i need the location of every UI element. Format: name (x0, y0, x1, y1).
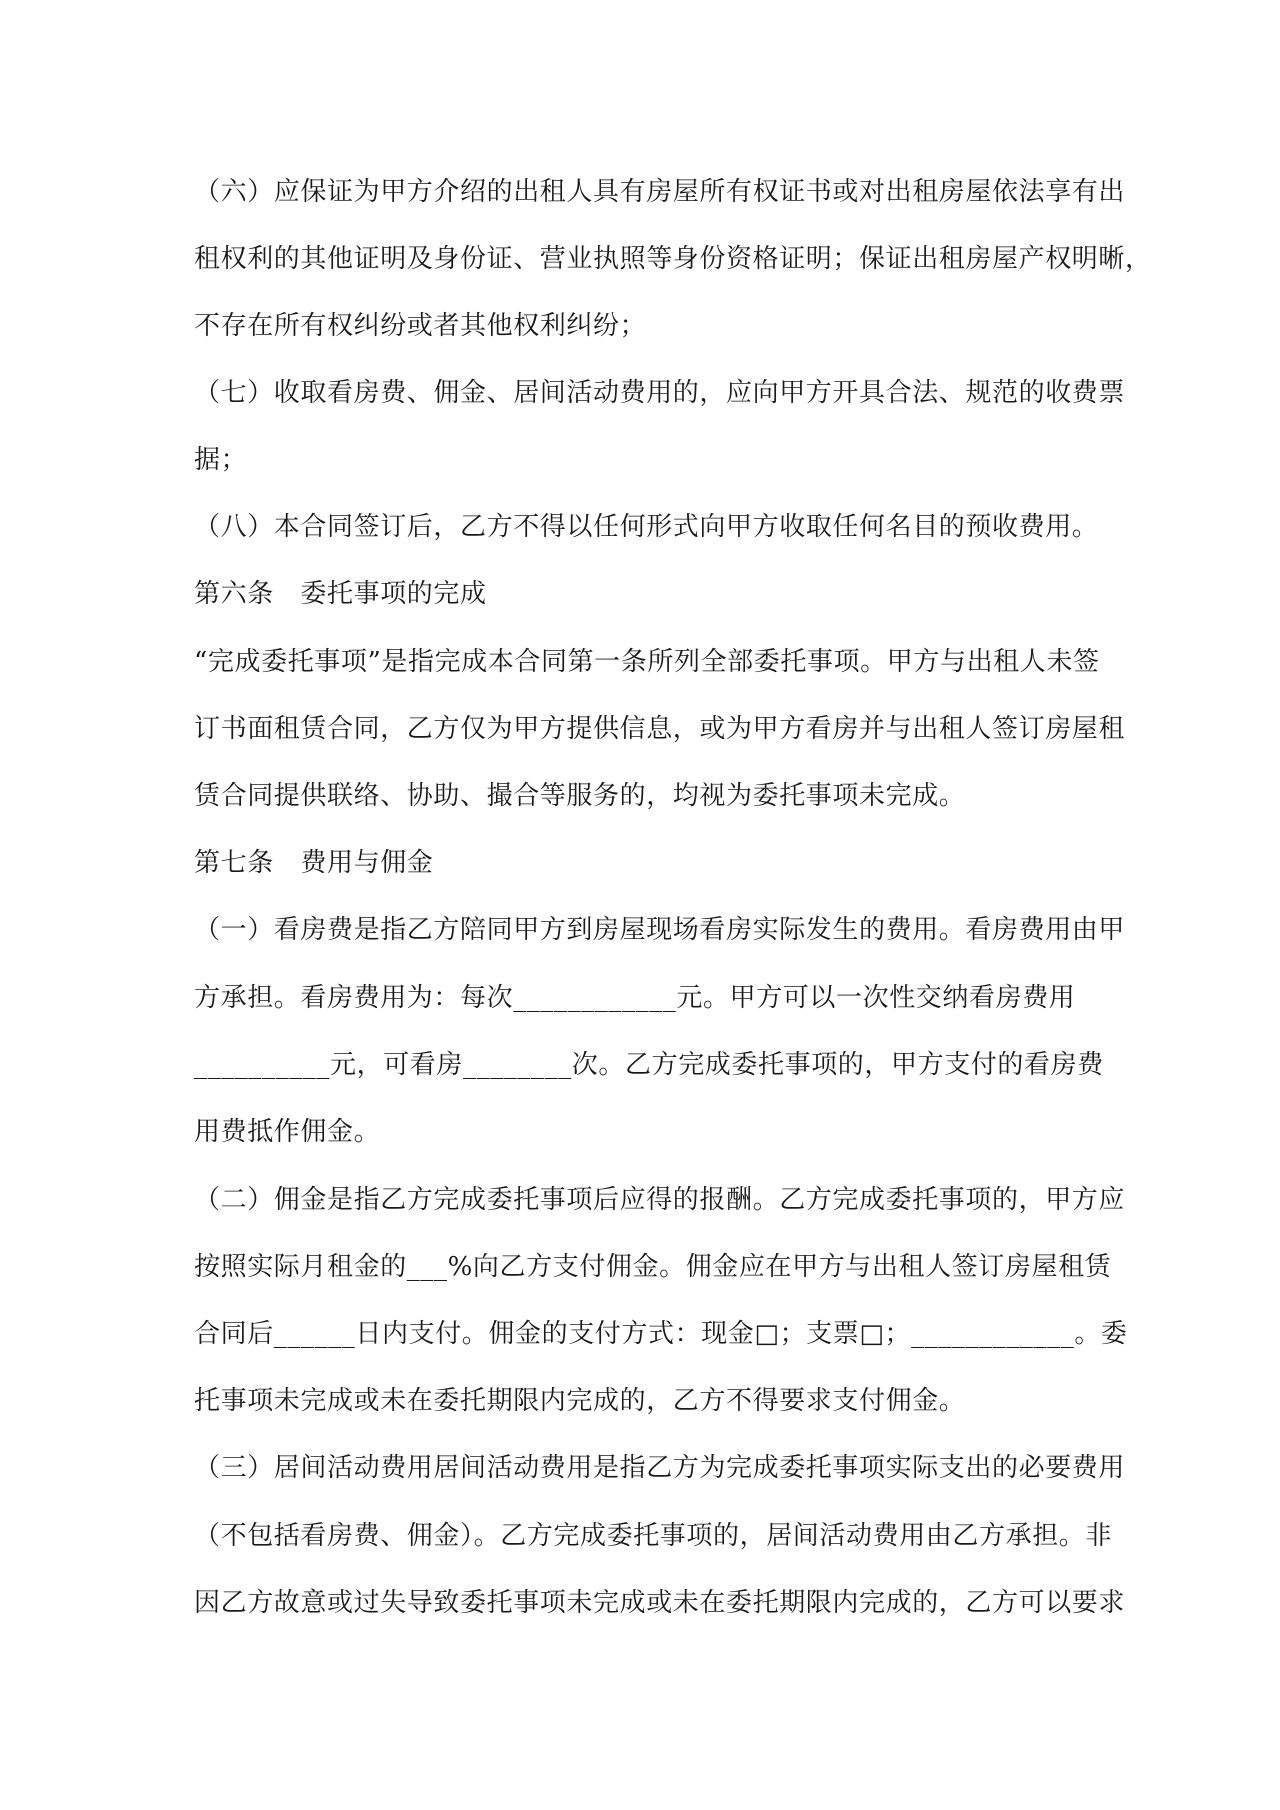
text-line: （六）应保证为甲方介绍的出租人具有房屋所有权证书或对出租房屋依法享有出 (194, 177, 1126, 207)
text-line: （二）佣金是指乙方完成委托事项后应得的报酬。乙方完成委托事项的，甲方应 (194, 1185, 1126, 1215)
text-line: __________元，可看房________次。乙方完成委托事项的，甲方支付的看房费 (194, 1050, 1104, 1080)
text-line: （不包括看房费、佣金）。乙方完成委托事项的，居间活动费用由乙方承担。非 (194, 1521, 1113, 1551)
article-heading: 第七条 费用与佣金 (194, 848, 434, 878)
text-line: 赁合同提供联络、协助、撮合等服务的，均视为委托事项未完成。 (194, 781, 966, 811)
text-line: 不存在所有权纠纷或者其他权利纠纷； (194, 311, 647, 341)
text-line: 订书面租赁合同，乙方仅为甲方提供信息，或为甲方看房并与出租人签订房屋租 (194, 714, 1126, 744)
text-line: 据； (194, 445, 248, 475)
text-line: 合同后______日内支付。佣金的支付方式：现金□；支票□；____________。委 (194, 1319, 1128, 1349)
text-line: 租权利的其他证明及身份证、营业执照等身份资格证明；保证出租房屋产权明晰， (194, 244, 1152, 274)
text-line: （一）看房费是指乙方陪同甲方到房屋现场看房实际发生的费用。看房费用由甲 (194, 915, 1126, 945)
text-line: “完成委托事项”是指完成本合同第一条所列全部委托事项。甲方与出租人未签 (194, 647, 1100, 677)
text-line: 用费抵作佣金。 (194, 1117, 381, 1147)
text-line: 托事项未完成或未在委托期限内完成的，乙方不得要求支付佣金。 (194, 1386, 966, 1416)
text-line: （三）居间活动费用居间活动费用是指乙方为完成委托事项实际支出的必要费用 (194, 1453, 1126, 1483)
text-line: 方承担。看房费用为：每次____________元。甲方可以一次性交纳看房费用 (194, 983, 1076, 1013)
text-line: （七）收取看房费、佣金、居间活动费用的，应向甲方开具合法、规范的收费票 (194, 378, 1126, 408)
text-line: 因乙方故意或过失导致委托事项未完成或未在委托期限内完成的，乙方可以要求 (194, 1588, 1126, 1618)
text-line: 按照实际月租金的___%向乙方支付佣金。佣金应在甲方与出租人签订房屋租赁 (194, 1252, 1112, 1282)
article-heading: 第六条 委托事项的完成 (194, 579, 487, 609)
text-line: （八）本合同签订后，乙方不得以任何形式向甲方收取任何名目的预收费用。 (194, 512, 1099, 542)
